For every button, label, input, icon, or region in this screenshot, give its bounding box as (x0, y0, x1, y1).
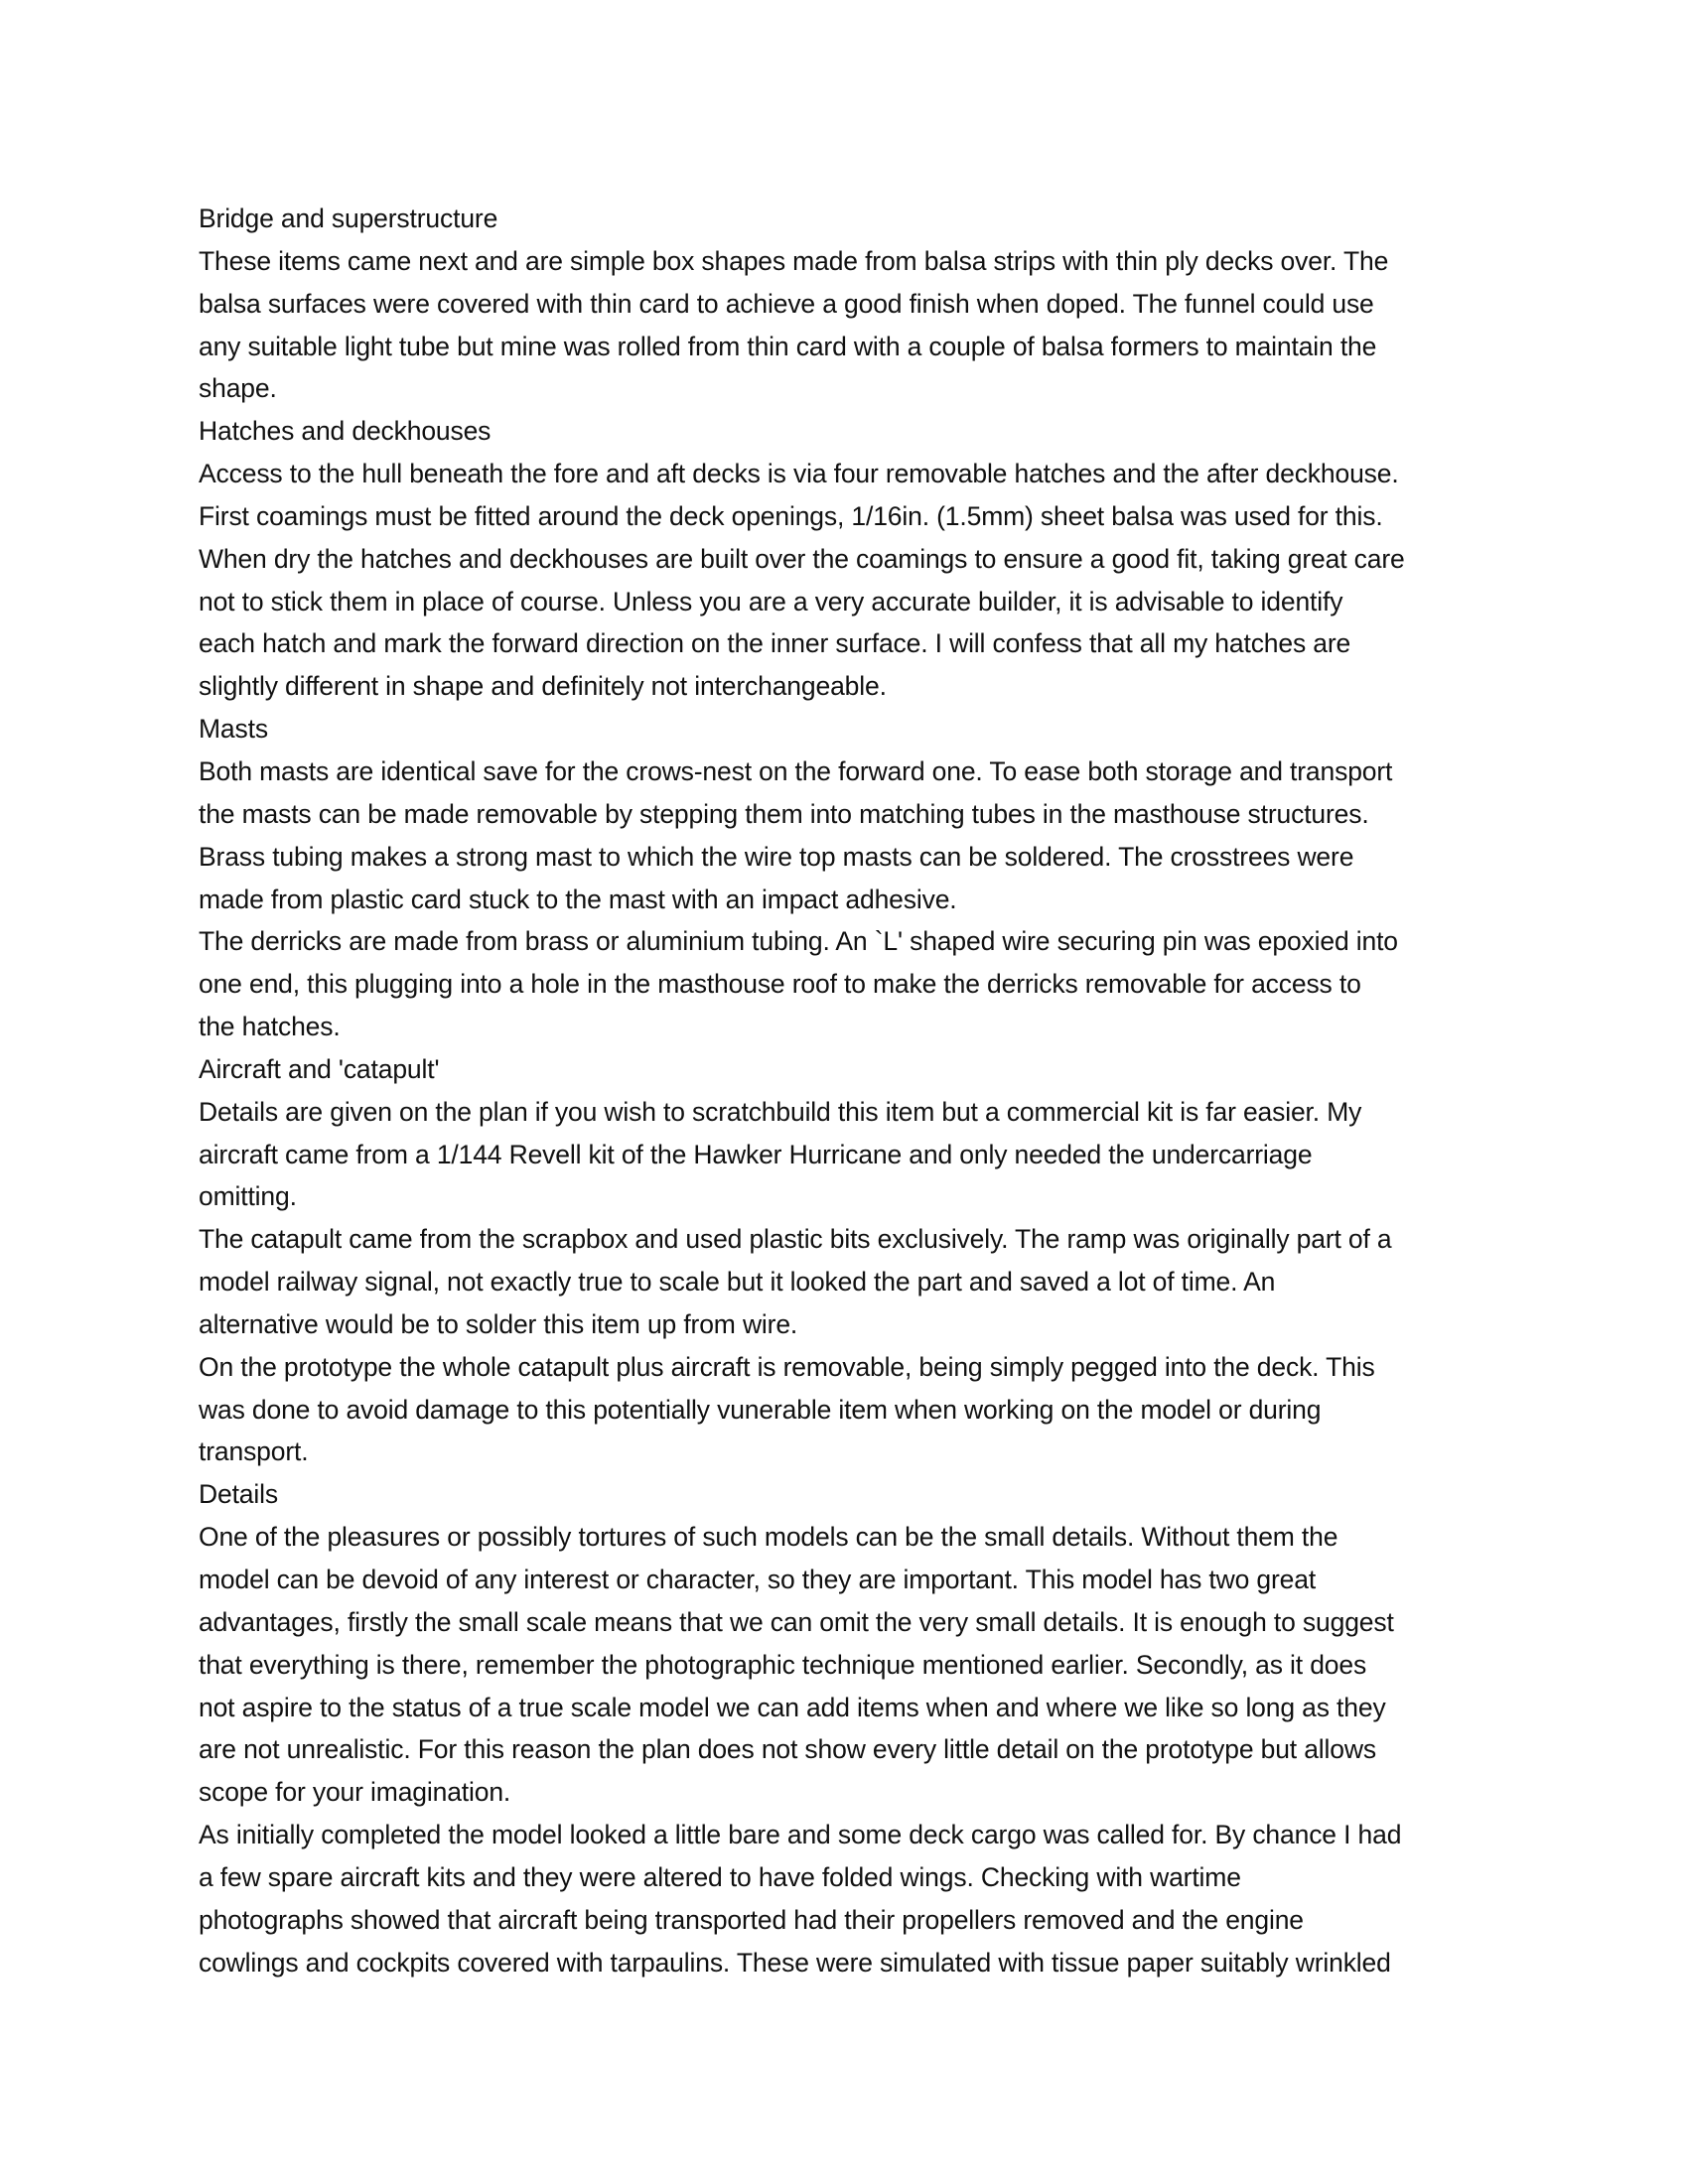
paragraph-line: First coamings must be fitted around the deck openings, 1/16in. (1.5mm) sheet balsa was used for this. (199, 500, 1383, 531)
paragraph-line: are not unrealistic. For this reason the plan does not show every little detail on the prototype but allows (199, 1734, 1376, 1765)
section-heading: Bridge and superstructure (199, 204, 498, 233)
paragraph-line: On the prototype the whole catapult plus aircraft is removable, being simply pegged into the deck. This (199, 1351, 1375, 1382)
paragraph (199, 1346, 1509, 1474)
paragraph-line: model can be devoid of any interest or character, so they are important. This model has two great (199, 1565, 1317, 1594)
section-details (199, 1473, 1509, 1983)
paragraph-line: shape. (199, 373, 277, 404)
paragraph (199, 1218, 1509, 1346)
section-aircraft-and-catapult (199, 1048, 1509, 1473)
paragraph-line: transport. (199, 1436, 309, 1467)
paragraph (199, 1091, 1509, 1219)
paragraph-line: When dry the hatches and deckhouses are built over the coamings to ensure a good fit, taking great care (199, 543, 1405, 574)
section-heading: Masts (199, 714, 268, 745)
paragraph (199, 453, 1509, 708)
paragraph-line: These items came next and are simple box shapes made from balsa strips with thin ply decks over. The (199, 245, 1389, 276)
paragraph-line: Both masts are identical save for the crows-nest on the forward one. To ease both storage and transport (199, 755, 1393, 786)
paragraph-line: the masts can be made removable by stepping them into matching tubes in the masthouse structures. (199, 798, 1369, 829)
paragraph-line: not aspire to the status of a true scale model we can add items when and where we like so long as they (199, 1692, 1386, 1722)
paragraph-line: Details are given on the plan if you wish to scratchbuild this item but a commercial kit is far easier. My (199, 1096, 1362, 1127)
paragraph (199, 1814, 1509, 1983)
paragraph-line: one end, this plugging into a hole in the masthouse roof to make the derricks removable for access to (199, 969, 1361, 1000)
paragraph-line: was done to avoid damage to this potentially vunerable item when working on the model or during (199, 1394, 1322, 1425)
paragraph-line: made from plastic card stuck to the mast with an impact adhesive. (199, 884, 957, 914)
document-body (199, 198, 1509, 1983)
paragraph-line: alternative would be to solder this item up from wire. (199, 1308, 798, 1339)
paragraph-line: advantages, firstly the small scale means that we can omit the very small details. It is enough to suggest (199, 1606, 1394, 1637)
section-heading: Aircraft and 'catapult' (199, 1053, 440, 1084)
paragraph-line: a few spare aircraft kits and they were altered to have folded wings. Checking with wartime (199, 1861, 1241, 1892)
section-heading: Hatches and deckhouses (199, 416, 492, 447)
paragraph-line: Access to the hull beneath the fore and aft decks is via four removable hatches and the after deckhouse. (199, 459, 1399, 489)
paragraph-line: Brass tubing makes a strong mast to which the wire top masts can be soldered. The crosstrees were (199, 841, 1354, 872)
paragraph-line: The derricks are made from brass or aluminium tubing. An `L' shaped wire securing pin was epoxied into (199, 926, 1398, 957)
paragraph-line: scope for your imagination. (199, 1777, 511, 1808)
paragraph-line: As initially completed the model looked a little bare and some deck cargo was called for. By chance I had (199, 1820, 1402, 1850)
paragraph (199, 920, 1509, 1048)
section-hatches-and-deckhouses (199, 410, 1509, 708)
section-bridge-and-superstructure (199, 198, 1509, 410)
paragraph-line: any suitable light tube but mine was rolled from thin card with a couple of balsa formers to maintain the (199, 331, 1377, 361)
paragraph-line: aircraft came from a 1/144 Revell kit of the Hawker Hurricane and only needed the undercarriage (199, 1139, 1313, 1169)
section-heading: Details (199, 1479, 278, 1510)
paragraph-line: model railway signal, not exactly true to scale but it looked the part and saved a lot of time. An (199, 1267, 1276, 1297)
paragraph-line: balsa surfaces were covered with thin card to achieve a good finish when doped. The funnel could use (199, 288, 1374, 319)
section-masts (199, 708, 1509, 1048)
paragraph-line: not to stick them in place of course. Unless you are a very accurate builder, it is advisable to identify (199, 586, 1343, 616)
paragraph-line: slightly different in shape and definitely not interchangeable. (199, 671, 887, 702)
paragraph-line: that everything is there, remember the photographic technique mentioned earlier. Secondly, as it does (199, 1649, 1367, 1680)
paragraph-line: One of the pleasures or possibly tortures of such models can be the small details. Without them the (199, 1522, 1338, 1553)
paragraph (199, 240, 1509, 410)
paragraph (199, 751, 1509, 920)
paragraph-line: cowlings and cockpits covered with tarpaulins. These were simulated with tissue paper suitably wrinkled (199, 1947, 1391, 1978)
paragraph-line: The catapult came from the scrapbox and used plastic bits exclusively. The ramp was originally part of a (199, 1224, 1392, 1255)
paragraph-line: photographs showed that aircraft being transported had their propellers removed and the engine (199, 1904, 1304, 1935)
paragraph (199, 1516, 1509, 1814)
paragraph-line: omitting. (199, 1181, 297, 1212)
paragraph-line: each hatch and mark the forward direction on the inner surface. I will confess that all my hatches are (199, 628, 1351, 659)
paragraph-line: the hatches. (199, 1012, 341, 1042)
